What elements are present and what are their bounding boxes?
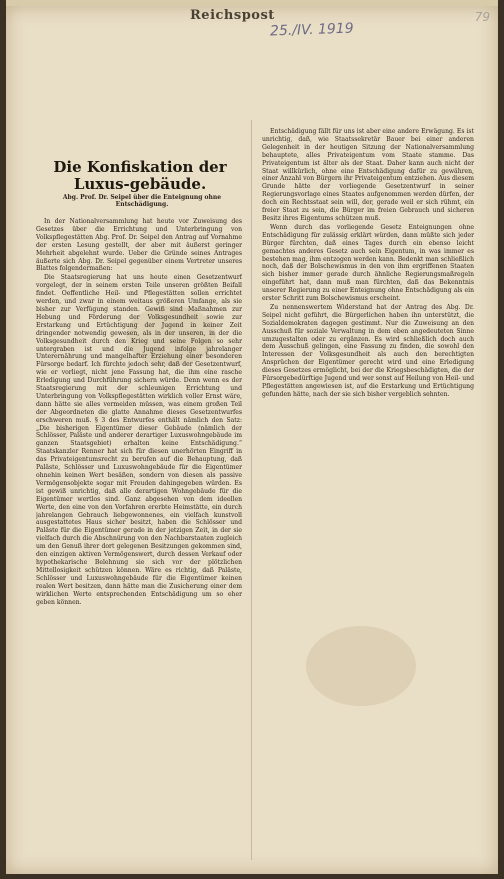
paragraph: Entschädigung fällt für uns ist aber eine andere Erwägung. Es ist unrichtig, daß, wie Staatssekretär Bauer bei einer anderen Gelegenheit in der heutigen Sitzung der Nationalversammlung behauptete, alles Privateigentum vom Staate stamme. Das Privateigentum ist älter als der Staat. Daher kann auch nicht der Staat willkürlich, ohne eine Entschädigung dafür zu gewähren, einer Anzahl von Bürgern ihr Privateigentum entziehen. Aus diesem Grunde hätte der vorliegende Gesetzentwurf in seiner Regierungsvorlage eines Staates aufgenommen werden dürfen, der doch ein Rechtsstaat sein will, der, gerade weil er sich rühmt, ein freier Staat zu sein, die Bürger im freien Gebrauch und sicheren Besitz ihres Eigentums schützen muß. xyxy=(262,128,474,222)
paragraph: In der Nationalversammlung hat heute vor Zuweisung des Gesetzes über die Errichtung und Unterbringung von Volkspflegestätten Abg. Prof. Dr. Seipel den Antrag auf Vornahme der ersten Lesung gestellt, der aber mit äußerst geringer Mehrheit abgelehnt wurde. Ueber die Gründe seines Antrages äußerte sich Abg. Dr. Seipel gegenüber einem Vertreter unseres Blattes folgendermaßen: xyxy=(36,218,242,273)
paragraph: Die Staatsregierung hat uns heute einen Gesetzentwurf vorgelegt, der in seinem ersten Teile unseren größten Beifall findet. Oeffentliche Heil- und Pflegestätten sollen errichtet werden, und zwar in einem weitaus größeren Umfange, als sie bisher zur Verfügung standen. Gewiß sind Maßnahmen zur Hebung und Förderung der Volksgesundheit sowie zur Erstarkung und Ertüchtigung der Jugend in keiner Zeit dringender notwendig gewesen, als in der unseren, in der die Volksgesundheit durch den Krieg und seine Folgen so sehr untergraben ist und die Jugend infolge jahrelanger Unterernährung und mangelhafter Erziehung einer besonderen Fürsorge bedarf. Ich fürchte jedoch sehr, daß der Gesetzentwurf, wie er vorliegt, nicht jene Fassung hat, die ihm eine rasche Erledigung und Durchführung sichern würde. Denn wenn es der Staatsregierung mit der schleunigen Errichtung und Unterbringung von Volkspflegestätten wirklich voller Ernst wäre, dann hätte sie alles vermeiden müssen, was einem großen Teil der Abgeordneten die glatte Annahme dieses Gesetzentwurfes erschweren muß. § 3 des Entwurfes enthält nämlich den Satz: „Die bisherigen Eigentümer dieser Gebäude (nämlich der Schlösser, Paläste und anderer derartiger Luxuswohngebäude im ganzen Staatsgebiet) erhalten keine Entschädigung.“ Staatskanzler Renner hat sich für diesen unerhörten Eingriff in das Privateigentumsrecht zu berufen auf die Behauptung, daß Paläste, Schlösser und Luxuswohngebäude für die Eigentümer ohnehin keinen Wert besäßen, sondern von diesen als passive Vermögensobjekte sogar mit Freuden dahingegeben würden. Es ist gewiß unrichtig, daß alle derartigen Wohngebäude für die Eigentümer wertlos sind. Ganz abgesehen von dem ideellen Werte, den eine von den Vorfahren ererbte Heimstätte, ein durch jahrelangen Gebrauch liebgewonnenes, ein vielfach kunstvoll ausgestattetes Haus sicher besitzt, haben die Schlösser und Paläste für die Eigentümer gerade in der jetzigen Zeit, in der sie vielfach durch die Abschnürung von den Nachbarstaaten zugleich um den Genuß ihrer dort gelegenen Besitzungen gekommen sind, den einzigen aktiven Vermögenswert, durch dessen Verkauf oder hypothekarische Belehnung sie sich vor der plötzlichen Mittellosigkeit schützen können. Wäre es richtig, daß Paläste, Schlösser und Luxuswohngebäude für die Eigentümer keinen realen Wert besitzen, dann hätte man die Zusicherung einer dem wirklichen Werte entsprechenden Entschädigung um so eher geben können. xyxy=(36,274,242,606)
paragraph: Wenn durch das vorliegende Gesetz Enteignungen ohne Entschädigung für zulässig erklärt würden, dann müßte sich jeder Bürger fürchten, daß eines Tages durch ein ebenso leicht gemachtes anderes Gesetz auch sein Eigentum, in was immer es bestehen mag, ihm entzogen werden kann. Bedenkt man schließlich noch, daß der Bolschewismus in den von ihm ergriffenen Staaten sich bisher immer gerade durch ähnliche Regierungsmaßregeln eingeführt hat, dann muß man fürchten, daß das Bekenntnis unserer Regierung zu einer Enteignung ohne Entschädigung als ein erster Schritt zum Bolschewismus erscheint. xyxy=(262,223,474,303)
article-subheadline: Abg. Prof. Dr. Seipel über die Enteignung ohne Entschädigung. xyxy=(62,194,222,208)
page-number: 79 xyxy=(474,10,490,24)
article-left-column xyxy=(36,218,242,858)
column-divider xyxy=(251,120,252,860)
article-headline: Die Konfiskation der Luxus-gebäude. xyxy=(53,158,227,193)
masthead: Reichspost xyxy=(190,8,275,23)
handwritten-date: 25./IV. 1919 xyxy=(269,20,354,40)
paragraph: Zu nennenswertem Widerstand hat der Antrag des Abg. Dr. Seipel nicht geführt, die Bürgerlichen haben ihn unterstützt, die Sozialdemokraten dagegen gestimmt. Nur die Zuweisung an den Ausschuß für soziale Verwaltung in dem eben angedeuteten Sinne umzugestalten oder zu ergänzen. Es wird schließlich doch auch dem Ausschuß gelingen, eine Fassung zu finden, die sowohl den Interessen der Volksgesundheit als auch den berechtigten Ansprüchen der Eigentümer gerecht wird und eine Erledigung dieses Gesetzes ermöglicht, bei der die Kriegsbeschädigten, die der Fürsorgebedürftige Jugend und wer sonst auf Heilung von Heil- und Pflegestätten angewiesen ist, auf die Erstarkung und Ertüchtigung gefunden hätte, nach der sie sich bisher vergeblich sehnten. xyxy=(262,303,474,398)
article-right-column xyxy=(262,128,474,853)
